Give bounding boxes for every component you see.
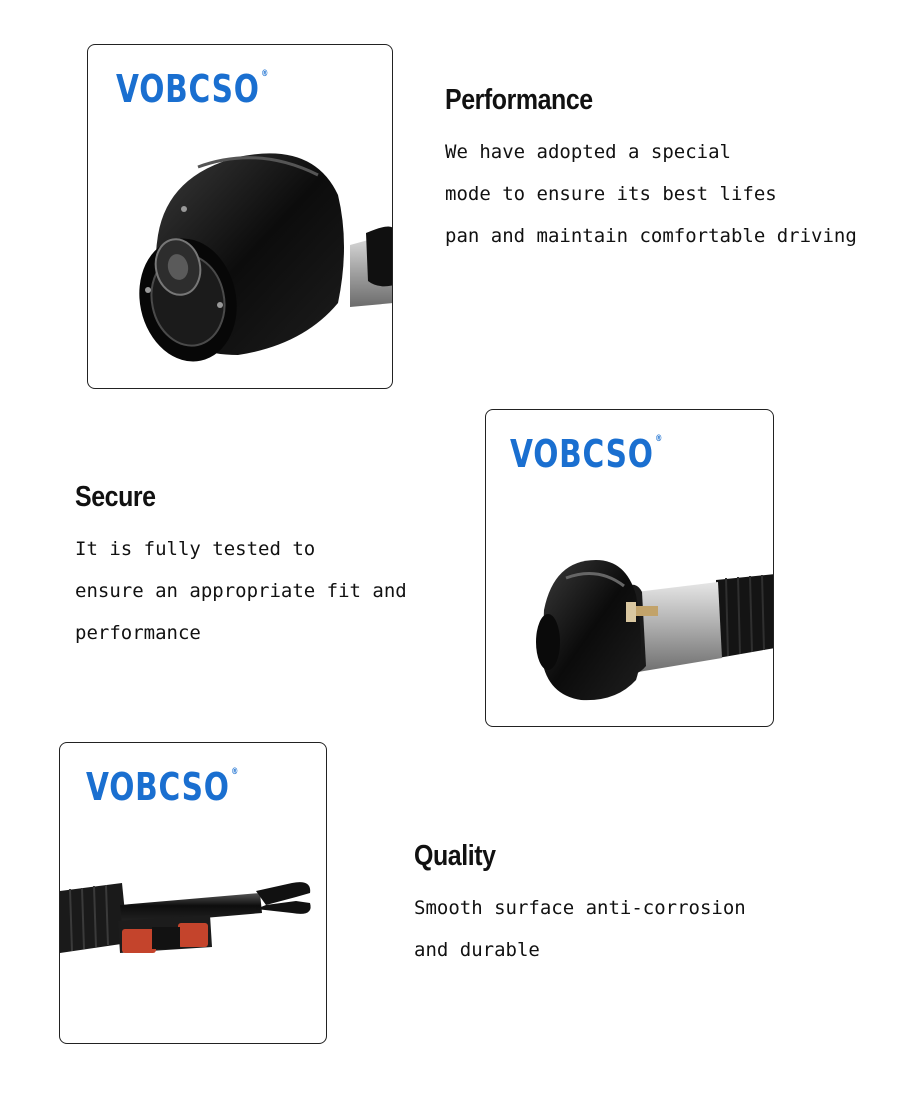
body-line: It is fully tested to [75, 538, 316, 560]
product-image-card-1 [87, 44, 393, 389]
body-line: We have adopted a special [445, 141, 731, 163]
body-line: pan and maintain comfortable driving [445, 225, 857, 247]
section-heading-secure: Secure [75, 481, 156, 513]
product-image-card-3 [59, 742, 327, 1044]
product-image-card-2 [485, 409, 774, 727]
brand-logo: VOBCSO ® [510, 432, 664, 476]
section-heading-performance: Performance [445, 84, 593, 116]
body-line: mode to ensure its best lifes [445, 183, 777, 205]
body-line: ensure an appropriate fit and [75, 580, 407, 602]
body-line: Smooth surface anti-corrosion [414, 897, 746, 919]
section-heading-quality: Quality [414, 840, 496, 872]
body-line: and durable [414, 939, 540, 961]
section-body-secure [75, 528, 407, 654]
air-strut-top-mount-image [88, 45, 393, 389]
body-line: performance [75, 622, 201, 644]
section-body-performance [445, 131, 857, 257]
section-body-quality [414, 887, 746, 971]
brand-logo: VOBCSO ® [86, 765, 240, 809]
air-strut-rod-image [60, 743, 327, 1044]
brand-logo: VOBCSO ® [116, 67, 270, 111]
air-strut-bellows-image [486, 410, 774, 727]
